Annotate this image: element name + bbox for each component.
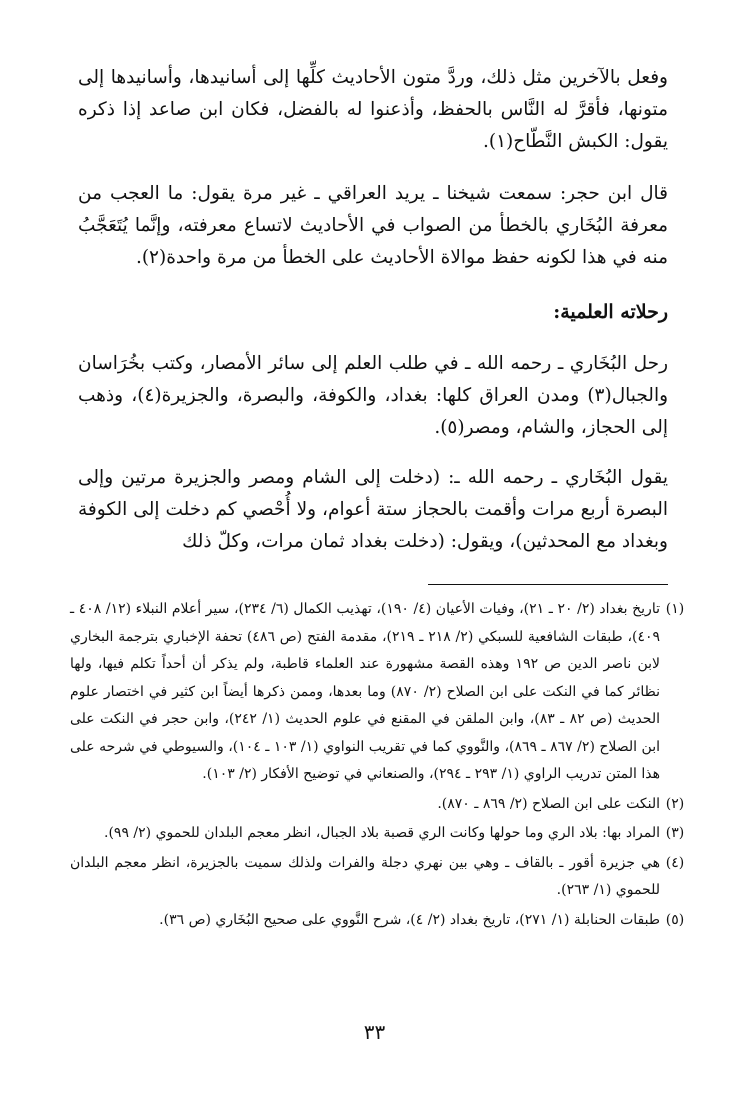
footnote-text: المراد بها: بلاد الري وما حولها وكانت الري قصبة بلاد الجبال، انظر معجم البلدان للحموي (٢/ ٩٩).	[104, 825, 660, 841]
footnote-number: (٣)	[665, 825, 685, 841]
footnote-number: (٤)	[665, 854, 685, 871]
footnote-number: (٢)	[665, 795, 685, 812]
footnote-text: النكت على ابن الصلاح (٢/ ٨٦٩ ـ ٨٧٠).	[437, 795, 660, 812]
paragraph-3: رحل البُخَاري ـ رحمه الله ـ في طلب العلم إلى سائر الأمصار، وكتب بخُرَاسان والجبال(٣) ومدن العراق كلها: بغداد، والكوفة، والبصرة، والجزيرة(٤)، وذهب إلى الحجاز، والشام، ومصر(٥).	[78, 353, 669, 438]
footnote-4	[70, 850, 690, 905]
footnote-text: هي جزيرة أقور ـ بالقاف ـ وهي بين نهري دجلة والفرات ولذلك سميت بالجزيرة، انظر معجم البلدان للحموي (١/ ٢٦٣).	[70, 854, 660, 898]
page-number: ٣٣	[363, 1020, 386, 1044]
footnote-5	[70, 907, 690, 935]
footnotes	[70, 596, 690, 936]
section-heading: رحلاته العلمية:	[553, 301, 668, 323]
footnote-text: طبقات الحنابلة (١/ ٢٧١)، تاريخ بغداد (٢/ ٤)، شرح النَّووي على صحيح البُخَاري (ص ٣٦).	[159, 911, 660, 928]
footnote-text: تاريخ بغداد (٢/ ٢٠ ـ ٢١)، وفيات الأعيان (٤/ ١٩٠)، تهذيب الكمال (٦/ ٢٣٤)، سير أعلام النبلاء (١٢/ ٤٠٨ ـ ٤٠٩)، طبقات الشافعية للسبكي (٢/ ٢١٨ ـ ٢١٩)، مقدمة الفتح (ص ٤٨٦) تحفة الإخباري بترجمة البخاري لابن ناصر الدين ص ١٩٢ وهذه القصة مشهورة عند العلماء قاطبة، ولم يذكر أن أحداً تكلم فيها، ولها نظائر كما في النكت على ابن الصلاح (٢/ ٨٧٠) وما بعدها، وممن ذكرها أيضاً ابن كثير في اختصار علوم الحديث (ص ٨٢ ـ ٨٣)، وابن الملقن في المقنع في علوم الحديث (١/ ٢٤٢)، وابن حجر في النكت على ابن الصلاح (٢/ ٨٦٧ ـ ٨٦٩)، والنَّووي كما في تقريب النواوي (١/ ١٠٣ ـ ١٠٤)، والسيوطي في شرحه على هذا المتن تدريب الراوي (١/ ٢٩٣ ـ ٢٩٤)، والصنعاني في توضيح الأفكار (٢/ ١٠٣).	[70, 601, 660, 782]
paragraph-4: يقول البُخَاري ـ رحمه الله ـ: (دخلت إلى الشام ومصر والجزيرة مرتين وإلى البصرة أربع مرات وأقمت بالحجاز ستة أعوام، ولا أُحْصي كم دخلت إلى الكوفة وبغداد مع المحدثين)، ويقول: (دخلت بغداد ثمان مرات، وكلّ ذلك	[78, 467, 668, 552]
footnote-separator	[428, 584, 668, 585]
footnote-3	[70, 820, 690, 848]
footnote-number: (٥)	[665, 911, 685, 928]
paragraph-2: قال ابن حجر: سمعت شيخنا ـ يريد العراقي ـ غير مرة يقول: ما العجب من معرفة البُخَاري بالخطأ من الصواب في الأحاديث لاتساع معرفته، وإنَّما يُتَعَجَّبُ منه في هذا لكونه حفظ موالاة الأحاديث على الخطأ من مرة واحدة(٢).	[78, 183, 668, 268]
paragraph-1: وفعل بالآخرين مثل ذلك، وردَّ متون الأحاديث كلِّها إلى أسانيدها، وأسانيدها إلى متونها، فأقرَّ له النَّاس بالحفظ، وأذعنوا له بالفضل، فكان ابن صاعد إذا ذكره يقول: الكبش النَّطّاح(١).	[78, 67, 668, 152]
footnote-1	[70, 596, 690, 789]
footnote-2	[70, 791, 690, 819]
footnote-number: (١)	[665, 601, 685, 617]
